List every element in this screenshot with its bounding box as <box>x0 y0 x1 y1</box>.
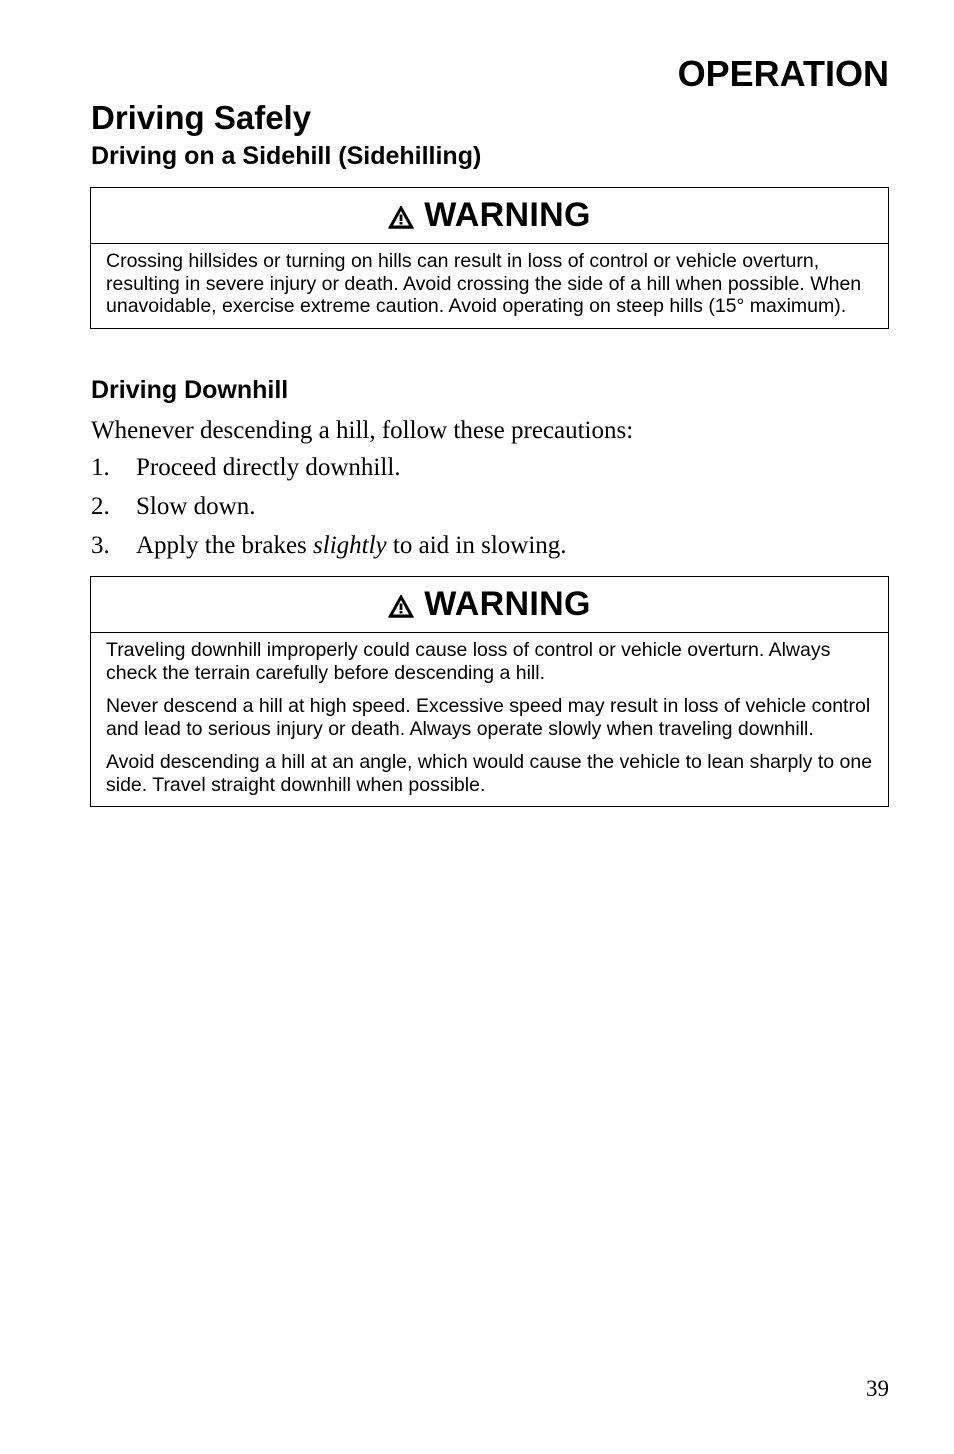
downhill-intro: Whenever descending a hill, follow these precautions: <box>91 417 634 444</box>
step-text: Proceed directly downhill. <box>136 454 401 481</box>
step-text: Apply the brakes slightly to aid in slowing. <box>136 532 567 559</box>
section-header: OPERATION <box>677 53 889 94</box>
downhill-heading: Driving Downhill <box>91 376 289 404</box>
sidehill-warning-box <box>90 187 889 329</box>
list-item <box>91 453 567 492</box>
step-text: Slow down. <box>136 493 256 520</box>
warning-triangle-icon <box>388 594 414 618</box>
warning-header <box>91 188 888 244</box>
warning-header <box>91 577 888 633</box>
warning-text: Traveling downhill improperly could cause loss of control or vehicle overturn. Always check the terrain carefully before descending a hill. <box>106 639 831 684</box>
warning-triangle-icon <box>388 205 414 229</box>
step-number: 3. <box>91 532 110 559</box>
warning-label: WARNING <box>424 196 591 234</box>
downhill-warning-box <box>90 576 889 807</box>
warning-text: Crossing hillsides or turning on hills can result in loss of control or vehicle overturn, resulting in severe injury or death. Avoid crossing the side of a hill when possible. When unavoidable, exercise extreme caution. Avoid operating on steep hills (15° maximum). <box>106 250 862 317</box>
warning-body <box>91 244 888 328</box>
list-item <box>91 531 567 570</box>
page-title: Driving Safely <box>91 99 312 136</box>
downhill-steps <box>91 453 567 570</box>
list-item <box>91 492 567 531</box>
step-number: 2. <box>91 493 110 520</box>
sidehill-heading: Driving on a Sidehill (Sidehilling) <box>91 142 482 170</box>
warning-text: Never descend a hill at high speed. Excessive speed may result in loss of vehicle control and lead to serious injury or death. Always operate slowly when traveling downhill. <box>106 695 871 740</box>
warning-text: Avoid descending a hill at an angle, which would cause the vehicle to lean sharply to one side. Travel straight downhill when possible. <box>106 751 873 796</box>
step-number: 1. <box>91 454 110 481</box>
page-number: 39 <box>866 1376 889 1401</box>
warning-body <box>91 633 888 806</box>
warning-label: WARNING <box>424 585 591 623</box>
